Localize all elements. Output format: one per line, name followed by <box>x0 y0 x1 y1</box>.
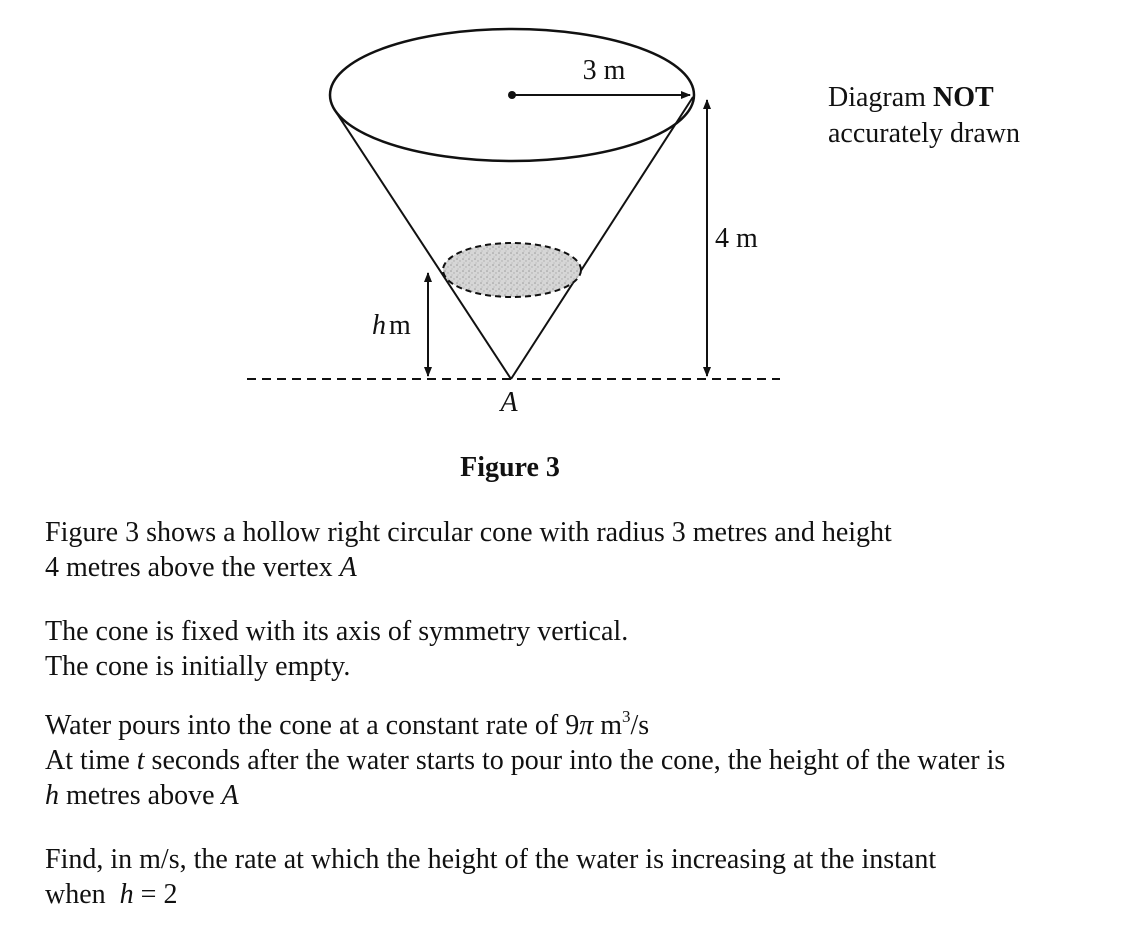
cone-right-side <box>511 97 693 379</box>
question-paragraph-3 <box>45 708 1120 813</box>
diagram-note-line-2: accurately drawn <box>828 118 1020 149</box>
water-height-label: h m <box>372 310 411 341</box>
figure-caption: Figure 3 <box>460 452 560 483</box>
diagram-note-emphasis: NOT <box>932 82 994 113</box>
paragraph-1-line-2: 4 metres above the vertex A <box>45 552 357 583</box>
paragraph-2-line-2: The cone is initially empty. <box>45 651 351 682</box>
vertex-label: A <box>500 387 518 418</box>
diagram-note <box>828 80 1020 152</box>
paragraph-3-line-2: At time t seconds after the water starts to pour into the cone, the height of the water is <box>45 745 1006 776</box>
paragraph-4-line-1: Find, in m/s, the rate at which the height of the water is increasing at the instant <box>45 844 937 875</box>
paragraph-2-line-1: The cone is fixed with its axis of symmetry vertical. <box>45 616 629 647</box>
question-paragraph-4 <box>45 842 1120 912</box>
radius-label: 3 m <box>582 55 626 86</box>
question-paragraph-2 <box>45 614 1120 684</box>
paragraph-3-line-3: h metres above A <box>45 780 239 811</box>
paragraph-1-line-1: Figure 3 shows a hollow right circular cone with radius 3 metres and height <box>45 517 892 548</box>
paragraph-4-line-2: when h = 2 <box>45 879 178 910</box>
question-paragraph-1 <box>45 515 1120 585</box>
paragraph-3-line-1: Water pours into the cone at a constant rate of 9π $m^3/s$ <box>45 707 650 741</box>
diagram-note-line-1: Diagram NOT <box>828 82 994 113</box>
height-label: 4 m <box>715 223 758 254</box>
water-surface <box>443 243 581 297</box>
